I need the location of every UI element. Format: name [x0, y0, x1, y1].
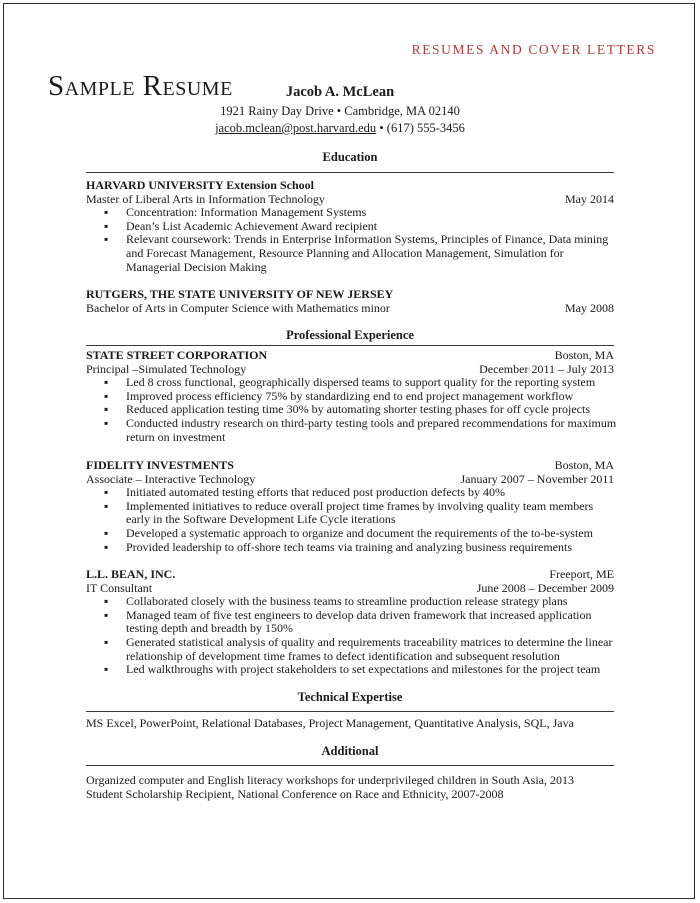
bullet-text: testing depth and breadth by 150% — [126, 621, 293, 636]
document-title: Sample Resume — [48, 70, 233, 102]
company-name: STATE STREET CORPORATION — [86, 348, 268, 362]
job-title: IT Consultant — [86, 580, 153, 595]
bullet-text: Reduced application testing time 30% by automating shorter testing phases for off cycle projects — [126, 402, 590, 417]
bullet-text: Concentration: Information Management Systems — [126, 205, 367, 220]
degree-date: May 2008 — [565, 300, 614, 315]
section-heading-additional: Additional — [321, 744, 379, 758]
bullet-text: Managerial Decision Making — [126, 259, 267, 274]
bullet-text: Led 8 cross functional, geographically dispersed teams to support quality for the reporting system — [126, 375, 596, 390]
job-location: Boston, MA — [554, 348, 614, 362]
section-rule — [86, 172, 614, 173]
bullet-text: and Forecast Management, Resource Planning and Allocation Management, Simulation for — [126, 246, 564, 260]
bullet-marker: ▪ — [104, 485, 109, 500]
bullet-text: Collaborated closely with the business teams to streamline production release strategy plans — [126, 594, 568, 609]
degree-line — [86, 192, 614, 206]
technical-skills: MS Excel, PowerPoint, Relational Databases, Project Management, Quantitative Analysis, SQL, Java — [86, 716, 574, 730]
additional-item: Student Scholarship Recipient, National Conference on Race and Ethnicity, 2007-2008 — [86, 787, 504, 801]
job-title-line — [86, 362, 614, 376]
applicant-address: 1921 Rainy Day Drive • Cambridge, MA 02140 — [220, 104, 460, 118]
bullet-text: Dean’s List Academic Achievement Award recipient — [126, 218, 378, 233]
bullet-marker: ▪ — [104, 498, 109, 513]
job-location: Boston, MA — [554, 458, 614, 472]
company-name: L.L. BEAN, INC. — [86, 567, 176, 581]
bullet-marker: ▪ — [104, 539, 109, 554]
job-title: Associate – Interactive Technology — [86, 471, 256, 486]
bullet-marker: ▪ — [104, 218, 109, 233]
section-rule — [86, 711, 614, 712]
bullet-text: relationship of development time frames to defect identification and subsequent resolution — [126, 648, 560, 663]
bullet-marker: ▪ — [104, 594, 109, 609]
bullet-marker: ▪ — [104, 416, 109, 430]
bullet-text: Conducted industry research on third-party testing tools and prepared recommendations for maximum — [126, 416, 617, 430]
bullet-text: early in the Software Development Life Cycle iterations — [126, 512, 396, 527]
job-dates: January 2007 – November 2011 — [460, 471, 614, 486]
section-rule — [86, 765, 614, 766]
job-title: Principal –Simulated Technology — [86, 361, 247, 376]
section-heading-experience: Professional Experience — [286, 328, 414, 342]
bullet-text: Implemented initiatives to reduce overall project time frames by involving quality team members — [126, 498, 594, 513]
company-line — [86, 567, 614, 581]
bullet-marker: ▪ — [104, 526, 109, 540]
bullet-text: Improved process efficiency 75% by standardizing end to end project management workflow — [126, 388, 574, 403]
bullet-text: return on investment — [126, 429, 226, 444]
school-name: HARVARD UNIVERSITY Extension School — [86, 178, 314, 192]
bullet-text: Developed a systematic approach to organize and document the requirements of the to-be-system — [126, 526, 593, 540]
applicant-name: Jacob A. McLean — [285, 84, 395, 100]
job-dates: June 2008 – December 2009 — [476, 580, 614, 595]
bullet-text: Managed team of five test engineers to develop data driven framework that increased application — [126, 607, 592, 622]
bullet-text: Relevant coursework: Trends in Enterprise Information Systems, Principles of Finance, Data mining — [126, 232, 609, 247]
job-title-line — [86, 581, 614, 595]
bullet-marker: ▪ — [104, 232, 109, 247]
banner-heading: RESUMES AND COVER LETTERS — [411, 42, 656, 57]
company-line — [86, 458, 614, 472]
section-heading-education: Education — [322, 150, 378, 164]
job-location: Freeport, ME — [549, 567, 614, 581]
bullet-text: Provided leadership to off-shore tech teams via training and analyzing business requirements — [126, 539, 572, 554]
phone-number: • (617) 555-3456 — [379, 121, 465, 135]
degree-date: May 2014 — [565, 191, 614, 206]
applicant-contact — [180, 121, 500, 136]
degree-name: Bachelor of Arts in Computer Science with Mathematics minor — [86, 300, 390, 315]
bullet-text: Generated statistical analysis of quality and requirements traceability matrices to determine the linear — [126, 635, 613, 649]
school-name: RUTGERS, THE STATE UNIVERSITY OF NEW JERSEY — [86, 287, 394, 301]
company-line — [86, 348, 614, 362]
bullet-text: Initiated automated testing efforts that reduced post production defects by 40% — [126, 485, 506, 500]
bullet-marker: ▪ — [104, 402, 109, 417]
bullet-marker: ▪ — [104, 388, 109, 403]
job-title-line — [86, 472, 614, 486]
bullet-marker: ▪ — [104, 205, 109, 220]
job-dates: December 2011 – July 2013 — [479, 361, 614, 376]
additional-item: Organized computer and English literacy workshops for underprivileged children in South Asia, 2013 — [86, 773, 575, 787]
bullet-marker: ▪ — [104, 662, 109, 677]
company-name: FIDELITY INVESTMENTS — [86, 458, 234, 472]
bullet-marker: ▪ — [104, 635, 109, 649]
bullet-marker: ▪ — [104, 607, 109, 622]
bullet-text: Led walkthroughs with project stakeholders to set expectations and milestones for the project team — [126, 662, 601, 677]
section-rule — [86, 345, 614, 346]
email-link[interactable]: jacob.mclean@post.harvard.edu — [215, 121, 377, 135]
degree-name: Master of Liberal Arts in Information Technology — [86, 191, 325, 206]
section-heading-technical: Technical Expertise — [297, 690, 403, 704]
degree-line — [86, 301, 614, 315]
bullet-marker: ▪ — [104, 375, 109, 390]
